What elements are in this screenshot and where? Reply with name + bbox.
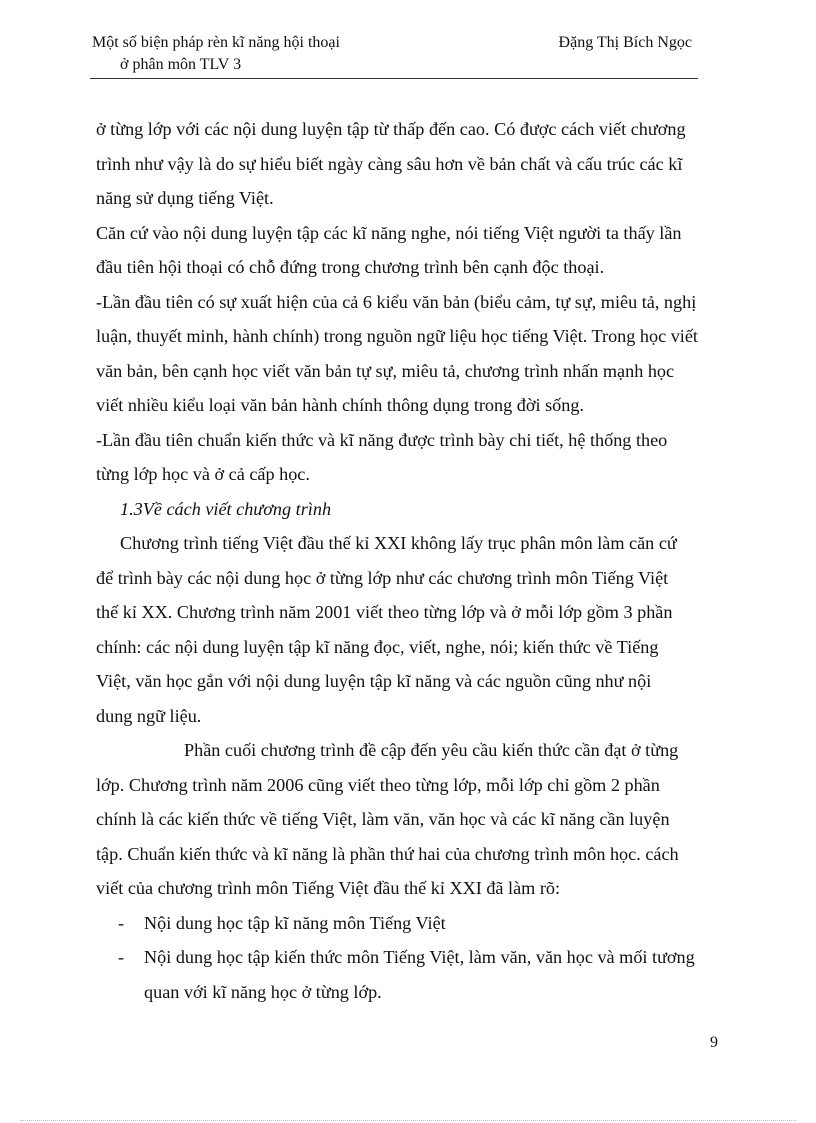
page-bottom-edge	[20, 1120, 796, 1121]
body-line: để trình bày các nội dung học ở từng lớp như các chương trình môn Tiếng Việt	[96, 567, 669, 588]
body-line: ở từng lớp với các nội dung luyện tập từ thấp đến cao. Có được cách viết chương	[96, 119, 686, 139]
header-title-line1: Một số biện pháp rèn kĩ năng hội thoại	[92, 34, 340, 51]
body-line: từng lớp học và ở cả cấp học.	[96, 464, 310, 484]
page-header	[0, 32, 816, 82]
list-dash: -	[118, 912, 125, 933]
header-document-title	[92, 32, 340, 76]
body-line: lớp. Chương trình năm 2006 cũng viết theo từng lớp, mỗi lớp chỉ gồm 2 phần	[96, 774, 660, 795]
body-line: viết nhiều kiểu loại văn bản hành chính thông dụng trong đời sống.	[96, 395, 584, 415]
header-divider	[90, 78, 698, 79]
body-line: trình như vậy là do sự hiểu biết ngày càng sâu hơn về bản chất và cấu trúc các kĩ	[96, 153, 683, 174]
list-dash: -	[118, 947, 125, 967]
page-body	[96, 112, 736, 1009]
body-line: viết của chương trình môn Tiếng Việt đầu thế kỉ XXI đã làm rõ:	[96, 878, 561, 898]
list-item-text: Nội dung học tập kiến thức môn Tiếng Việt, làm văn, văn học và mối tương	[144, 947, 695, 967]
body-line: Chương trình tiếng Việt đầu thế kỉ XXI không lấy trục phân môn làm căn cứ	[120, 533, 677, 553]
body-line: chính: các nội dung luyện tập kĩ năng đọc, viết, nghe, nói; kiến thức về Tiếng	[96, 636, 659, 657]
body-line: -Lần đầu tiên có sự xuất hiện của cả 6 kiểu văn bản (biểu cảm, tự sự, miêu tả, nghị	[96, 291, 697, 312]
body-line: chính là các kiến thức về tiếng Việt, làm văn, văn học và các kĩ năng cần luyện	[96, 809, 670, 829]
body-line: Căn cứ vào nội dung luyện tập các kĩ năng nghe, nói tiếng Việt người ta thấy lần	[96, 222, 682, 243]
body-line: thế kỉ XX. Chương trình năm 2001 viết theo từng lớp và ở mỗi lớp gồm 3 phần	[96, 602, 673, 622]
body-line: luận, thuyết minh, hành chính) trong nguồn ngữ liệu học tiếng Việt. Trong học viết	[96, 326, 698, 346]
body-line: tập. Chuẩn kiến thức và kĩ năng là phần thứ hai của chương trình môn học. cách	[96, 843, 679, 864]
list-item-continuation: quan với kĩ năng học ở từng lớp.	[144, 981, 382, 1002]
body-line: dung ngữ liệu.	[96, 705, 202, 726]
page-number: 9	[710, 1034, 718, 1051]
body-line: đầu tiên hội thoại có chỗ đứng trong chương trình bên cạnh độc thoại.	[96, 257, 605, 277]
body-line: năng sử dụng tiếng Việt.	[96, 188, 274, 208]
body-line: Việt, văn học gắn với nội dung luyện tập kĩ năng và các nguồn cũng như nội	[96, 671, 652, 691]
list-item	[96, 906, 736, 941]
body-line: -Lần đầu tiên chuẩn kiến thức và kĩ năng được trình bày chi tiết, hệ thống theo	[96, 429, 668, 450]
body-line: văn bản, bên cạnh học viết văn bản tự sự, miêu tả, chương trình nhấn mạnh học	[96, 360, 675, 381]
list-item-text: Nội dung học tập kĩ năng môn Tiếng Việt	[144, 912, 446, 933]
section-heading: 1.3Về cách viết chương trình	[120, 498, 332, 519]
header-author: Đặng Thị Bích Ngọc	[558, 34, 692, 51]
body-line: Phần cuối chương trình đề cập đến yêu cầu kiến thức cần đạt ở từng	[184, 740, 679, 760]
list-item	[96, 940, 736, 975]
header-title-line2: ở phân môn TLV 3	[120, 56, 242, 73]
